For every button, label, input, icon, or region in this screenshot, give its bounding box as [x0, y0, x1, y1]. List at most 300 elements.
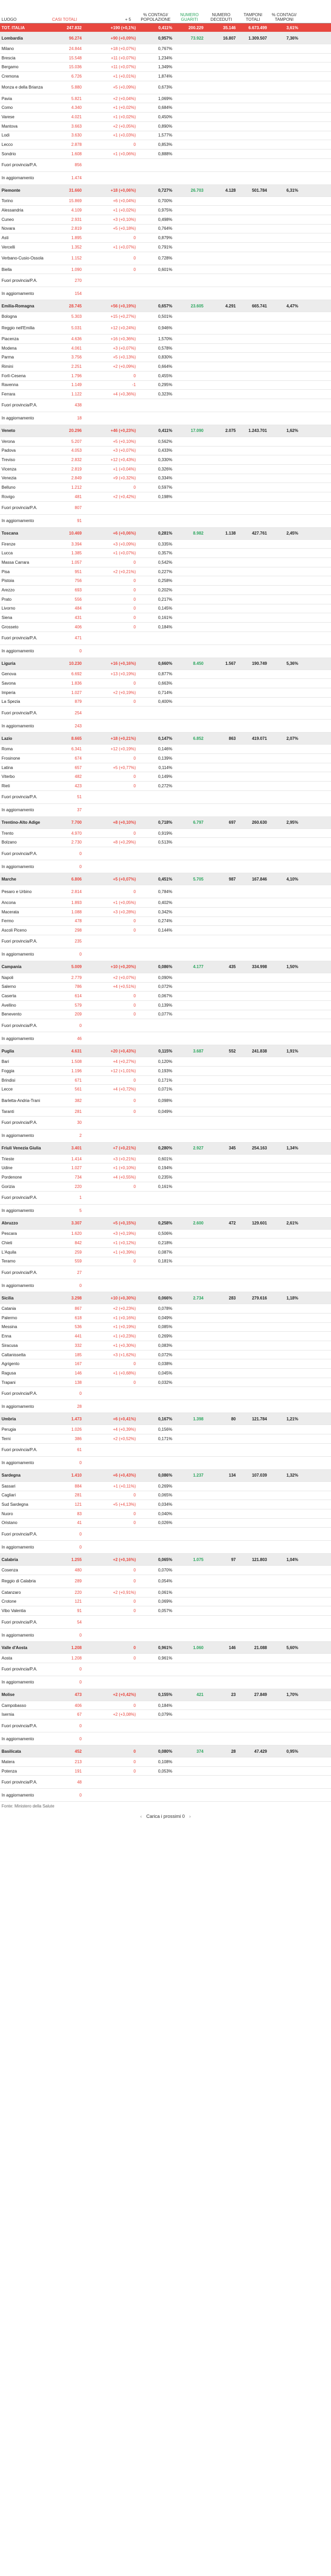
table-row[interactable]: [0, 1425, 331, 1434]
table-row[interactable]: [0, 838, 331, 847]
cell-tamponi: [237, 1075, 269, 1085]
table-row[interactable]: [0, 1229, 331, 1239]
table-row[interactable]: [0, 1710, 331, 1719]
table-row[interactable]: [0, 514, 331, 527]
cell-pct-tamponi: [269, 549, 300, 558]
table-row[interactable]: [0, 206, 331, 215]
table-row[interactable]: [0, 1387, 331, 1400]
region-row[interactable]: [0, 1745, 331, 1757]
cell-pct-tamponi: [269, 1369, 300, 1378]
cell-deceduti: 552: [205, 1045, 237, 1057]
table-row[interactable]: [0, 1588, 331, 1597]
table-row[interactable]: [0, 1107, 331, 1117]
table-row[interactable]: [0, 464, 331, 474]
table-row[interactable]: [0, 1597, 331, 1606]
table-row[interactable]: [0, 1541, 331, 1554]
table-row[interactable]: [0, 1663, 331, 1676]
table-row[interactable]: [0, 171, 331, 184]
cell-tamponi: [237, 1010, 269, 1019]
table-row[interactable]: [0, 1528, 331, 1541]
region-row[interactable]: [0, 1217, 331, 1229]
region-row[interactable]: [0, 300, 331, 312]
chevron-right-icon[interactable]: ›: [189, 1814, 191, 1819]
cell-delta: [83, 1204, 137, 1217]
table-row[interactable]: [0, 1606, 331, 1616]
cell-tamponi: [237, 215, 269, 224]
table-row[interactable]: [0, 1566, 331, 1575]
cell-guariti: [174, 492, 205, 502]
cell-deceduti: [205, 1566, 237, 1575]
table-row[interactable]: [0, 1094, 331, 1107]
table-row[interactable]: [0, 390, 331, 399]
cell-delta: +12 (+1,01%): [83, 1067, 137, 1076]
table-row[interactable]: [0, 790, 331, 803]
cell-pct-contagi: 0,506%: [137, 1229, 174, 1239]
table-row[interactable]: [0, 1019, 331, 1032]
table-row[interactable]: [0, 1247, 331, 1257]
cell-delta: 0: [83, 1597, 137, 1606]
cell-spacer: [300, 885, 331, 898]
table-row[interactable]: [0, 1129, 331, 1142]
table-row[interactable]: [0, 1509, 331, 1518]
header-pct-tamponi[interactable]: % CONTAGI/ TAMPONI: [269, 0, 300, 23]
table-row[interactable]: [0, 1629, 331, 1642]
cell-luogo: In aggiornamento: [0, 1676, 46, 1689]
table-row[interactable]: [0, 1332, 331, 1341]
table-row[interactable]: [0, 1789, 331, 1802]
table-row[interactable]: [0, 265, 331, 274]
cell-deceduti: [205, 1191, 237, 1204]
table-row[interactable]: [0, 437, 331, 446]
cell-deceduti: [205, 1400, 237, 1413]
cell-deceduti: 697: [205, 816, 237, 828]
table-row[interactable]: [0, 1191, 331, 1204]
table-row[interactable]: [0, 982, 331, 992]
table-row[interactable]: [0, 243, 331, 252]
table-row[interactable]: [0, 907, 331, 917]
cell-delta: +1 (+0,02%): [83, 206, 137, 215]
cell-spacer: [300, 1217, 331, 1229]
chevron-left-icon[interactable]: ‹: [140, 1814, 142, 1819]
cell-pct-contagi: 0,146%: [137, 745, 174, 754]
header-guariti[interactable]: NUMERO GUARITI: [174, 0, 205, 23]
table-row[interactable]: [0, 233, 331, 243]
table-row[interactable]: [0, 215, 331, 224]
cell-pct-tamponi: [269, 1204, 300, 1217]
table-row[interactable]: [0, 860, 331, 873]
cell-guariti: [174, 1247, 205, 1257]
table-row[interactable]: [0, 847, 331, 860]
cell-deceduti: [205, 576, 237, 586]
header-pct-contagi[interactable]: % CONTAGI/ POPOLAZIONE: [137, 0, 174, 23]
table-row[interactable]: [0, 697, 331, 707]
cell-luogo: Catanzaro: [0, 1588, 46, 1597]
table-row[interactable]: [0, 558, 331, 567]
table-row[interactable]: [0, 1057, 331, 1067]
table-row[interactable]: [0, 754, 331, 763]
cell-delta: +1 (+0,19%): [83, 1322, 137, 1332]
table-row[interactable]: [0, 113, 331, 122]
table-row[interactable]: [0, 1732, 331, 1745]
cell-spacer: [300, 549, 331, 558]
cell-spacer: [300, 312, 331, 321]
cell-pct-contagi: [137, 707, 174, 720]
cell-deceduti: 23: [205, 1689, 237, 1701]
cell-casi-totali: 2.814: [46, 885, 83, 898]
header-casi-totali[interactable]: CASI TOTALI: [46, 0, 83, 23]
cell-spacer: [300, 437, 331, 446]
cell-pct-contagi: 0,149%: [137, 772, 174, 782]
region-row[interactable]: [0, 527, 331, 539]
cell-pct-contagi: 0,342%: [137, 907, 174, 917]
table-row[interactable]: [0, 1400, 331, 1413]
table-row[interactable]: [0, 926, 331, 935]
region-row[interactable]: [0, 1142, 331, 1154]
cell-pct-tamponi: [269, 1057, 300, 1067]
cell-pct-contagi: [137, 1266, 174, 1279]
cell-guariti: [174, 973, 205, 982]
table-row[interactable]: [0, 1204, 331, 1217]
table-row[interactable]: [0, 380, 331, 390]
cell-guariti: 73.922: [174, 32, 205, 44]
cell-pct-tamponi: 1,70%: [269, 1689, 300, 1701]
cell-spacer: [300, 576, 331, 586]
region-row[interactable]: [0, 1045, 331, 1057]
cell-pct-contagi: 0,411%: [137, 425, 174, 437]
table-row[interactable]: [0, 595, 331, 604]
table-row[interactable]: [0, 1163, 331, 1173]
cell-pct-contagi: 1,577%: [137, 131, 174, 140]
cell-pct-tamponi: [269, 321, 300, 335]
table-row[interactable]: [0, 252, 331, 265]
cell-spacer: [300, 215, 331, 224]
table-row[interactable]: [0, 274, 331, 287]
cell-tamponi: [237, 1400, 269, 1413]
table-row[interactable]: [0, 935, 331, 948]
table-row[interactable]: [0, 149, 331, 158]
table-row[interactable]: [0, 549, 331, 558]
cell-delta: +6 (+0,04%): [83, 196, 137, 206]
cell-deceduti: [205, 1313, 237, 1322]
cell-pct-contagi: 0,078%: [137, 1304, 174, 1314]
region-row[interactable]: [0, 425, 331, 437]
cell-tamponi: [237, 1057, 269, 1067]
table-row[interactable]: [0, 604, 331, 613]
table-row[interactable]: [0, 948, 331, 961]
cell-pct-tamponi: [269, 982, 300, 992]
cell-spacer: [300, 514, 331, 527]
table-row[interactable]: [0, 1369, 331, 1378]
region-row[interactable]: [0, 961, 331, 973]
cell-luogo: Verbano-Cusio-Ossola: [0, 252, 46, 265]
table-row[interactable]: [0, 335, 331, 344]
table-row[interactable]: [0, 1434, 331, 1444]
table-row[interactable]: [0, 1378, 331, 1387]
cell-pct-tamponi: [269, 1341, 300, 1351]
table-row[interactable]: [0, 645, 331, 658]
cell-guariti: [174, 1629, 205, 1642]
table-row[interactable]: [0, 1341, 331, 1351]
table-row[interactable]: [0, 63, 331, 72]
cell-delta: +20 (+0,43%): [83, 1045, 137, 1057]
cell-guariti: [174, 860, 205, 873]
table-row[interactable]: [0, 586, 331, 595]
table-row[interactable]: [0, 353, 331, 362]
table-row[interactable]: [0, 362, 331, 371]
table-row[interactable]: [0, 399, 331, 412]
cell-luogo: Cremona: [0, 72, 46, 81]
table-row[interactable]: [0, 1304, 331, 1314]
table-row[interactable]: [0, 412, 331, 425]
table-row[interactable]: [0, 622, 331, 631]
table-row[interactable]: [0, 1456, 331, 1469]
table-row[interactable]: [0, 631, 331, 645]
cell-deceduti: [205, 121, 237, 131]
cell-tamponi: [237, 1757, 269, 1767]
table-row[interactable]: [0, 1616, 331, 1629]
cell-guariti: [174, 380, 205, 390]
table-row[interactable]: [0, 1239, 331, 1248]
cell-pct-contagi: [137, 1443, 174, 1456]
table-row[interactable]: [0, 679, 331, 688]
total-row[interactable]: [0, 23, 331, 32]
table-row[interactable]: [0, 803, 331, 816]
cell-deceduti: [205, 1654, 237, 1663]
cell-deceduti: [205, 1163, 237, 1173]
table-row[interactable]: [0, 1067, 331, 1076]
table-row[interactable]: [0, 321, 331, 335]
table-row[interactable]: [0, 1719, 331, 1732]
table-row[interactable]: [0, 103, 331, 113]
cell-casi-totali: 480: [46, 1566, 83, 1575]
cell-guariti: [174, 501, 205, 514]
header-tamponi[interactable]: TAMPONI TOTALI: [237, 0, 269, 23]
cell-guariti: [174, 335, 205, 344]
cell-pct-tamponi: [269, 233, 300, 243]
table-row[interactable]: [0, 1350, 331, 1359]
cell-delta: 0: [83, 1491, 137, 1500]
table-row[interactable]: [0, 1010, 331, 1019]
cell-luogo: Pavia: [0, 94, 46, 103]
table-row[interactable]: [0, 94, 331, 103]
table-row[interactable]: [0, 707, 331, 720]
table-row[interactable]: [0, 1676, 331, 1689]
table-row[interactable]: [0, 1500, 331, 1509]
table-row[interactable]: [0, 1279, 331, 1292]
table-row[interactable]: [0, 1491, 331, 1500]
region-row[interactable]: [0, 1469, 331, 1481]
table-row[interactable]: [0, 483, 331, 492]
table-row[interactable]: [0, 44, 331, 54]
table-row[interactable]: [0, 1359, 331, 1369]
cell-pct-contagi: 0,198%: [137, 492, 174, 502]
region-row[interactable]: [0, 873, 331, 885]
cell-guariti: [174, 44, 205, 54]
cell-delta: +3 (+0,09%): [83, 539, 137, 549]
table-row[interactable]: [0, 53, 331, 63]
table-row[interactable]: [0, 567, 331, 576]
cell-casi-totali: 0: [46, 1732, 83, 1745]
table-row[interactable]: [0, 1443, 331, 1456]
cell-pct-tamponi: 1,34%: [269, 1142, 300, 1154]
table-row[interactable]: [0, 992, 331, 1001]
table-row[interactable]: [0, 688, 331, 697]
table-row[interactable]: [0, 1266, 331, 1279]
cell-pct-tamponi: [269, 206, 300, 215]
table-row[interactable]: [0, 1701, 331, 1710]
cell-guariti: [174, 1182, 205, 1191]
cell-guariti: 8.450: [174, 658, 205, 670]
cell-spacer: [300, 961, 331, 973]
table-row[interactable]: [0, 898, 331, 908]
cell-delta: [83, 1776, 137, 1789]
cell-spacer: [300, 184, 331, 196]
cell-casi-totali: 28: [46, 1400, 83, 1413]
region-row[interactable]: [0, 1554, 331, 1566]
table-row[interactable]: [0, 782, 331, 791]
table-row[interactable]: [0, 158, 331, 171]
table-row[interactable]: [0, 474, 331, 483]
table-row[interactable]: [0, 446, 331, 455]
cell-pct-contagi: 0,218%: [137, 1239, 174, 1248]
table-row[interactable]: [0, 501, 331, 514]
table-row[interactable]: [0, 312, 331, 321]
cell-spacer: [300, 113, 331, 122]
cell-luogo: In aggiornamento: [0, 1789, 46, 1802]
table-row[interactable]: [0, 492, 331, 502]
cell-casi-totali: 28.745: [46, 300, 83, 312]
table-row[interactable]: [0, 287, 331, 300]
table-row[interactable]: [0, 1075, 331, 1085]
table-row[interactable]: [0, 1313, 331, 1322]
cell-deceduti: [205, 171, 237, 184]
table-row[interactable]: [0, 1757, 331, 1767]
cell-tamponi: [237, 94, 269, 103]
cell-casi-totali: 2.931: [46, 215, 83, 224]
cell-guariti: 26.703: [174, 184, 205, 196]
cell-guariti: [174, 1518, 205, 1528]
cell-deceduti: [205, 1701, 237, 1710]
table-row[interactable]: [0, 455, 331, 465]
cell-pct-contagi: 0,139%: [137, 754, 174, 763]
table-row[interactable]: [0, 1173, 331, 1182]
cell-deceduti: [205, 243, 237, 252]
table-row[interactable]: [0, 371, 331, 380]
table-row[interactable]: [0, 196, 331, 206]
table-row[interactable]: [0, 885, 331, 898]
region-row[interactable]: [0, 658, 331, 670]
cell-pct-contagi: 0,072%: [137, 982, 174, 992]
table-row[interactable]: [0, 1481, 331, 1491]
table-row[interactable]: [0, 131, 331, 140]
cell-tamponi: [237, 1257, 269, 1266]
region-row[interactable]: [0, 1413, 331, 1425]
cell-pct-contagi: [137, 1528, 174, 1541]
cell-deceduti: [205, 446, 237, 455]
cell-guariti: [174, 1266, 205, 1279]
table-row[interactable]: [0, 1154, 331, 1163]
table-row[interactable]: [0, 917, 331, 926]
table-row[interactable]: [0, 140, 331, 150]
table-row[interactable]: [0, 1085, 331, 1094]
header-deceduti[interactable]: NUMERO DECEDUTI: [205, 0, 237, 23]
pager[interactable]: [0, 1811, 331, 1822]
cell-spacer: [300, 1359, 331, 1369]
cell-spacer: [300, 670, 331, 679]
cell-spacer: [300, 1191, 331, 1204]
table-row[interactable]: [0, 763, 331, 772]
table-row[interactable]: [0, 745, 331, 754]
region-row[interactable]: [0, 1689, 331, 1701]
cell-pct-tamponi: 1,50%: [269, 961, 300, 973]
cell-deceduti: [205, 380, 237, 390]
cell-pct-contagi: 0,034%: [137, 1500, 174, 1509]
cell-tamponi: 27.849: [237, 1689, 269, 1701]
table-row[interactable]: [0, 1776, 331, 1789]
table-row[interactable]: [0, 1766, 331, 1776]
cell-guariti: [174, 390, 205, 399]
table-row[interactable]: [0, 343, 331, 353]
table-row[interactable]: [0, 121, 331, 131]
table-row[interactable]: [0, 1518, 331, 1528]
region-row[interactable]: [0, 816, 331, 828]
cell-casi-totali: 31.660: [46, 184, 83, 196]
cell-luogo: Piemonte: [0, 184, 46, 196]
table-row[interactable]: [0, 539, 331, 549]
table-row[interactable]: [0, 1322, 331, 1332]
table-row[interactable]: [0, 772, 331, 782]
table-row[interactable]: [0, 1032, 331, 1045]
region-row[interactable]: [0, 184, 331, 196]
cell-pct-tamponi: [269, 464, 300, 474]
table-row[interactable]: [0, 576, 331, 586]
table-row[interactable]: [0, 1116, 331, 1129]
cell-delta: [83, 287, 137, 300]
region-row[interactable]: [0, 1642, 331, 1654]
table-row[interactable]: [0, 670, 331, 679]
table-row[interactable]: [0, 828, 331, 838]
table-row[interactable]: [0, 81, 331, 94]
header-delta[interactable]: + 5: [119, 0, 137, 23]
table-row[interactable]: [0, 1575, 331, 1588]
table-row[interactable]: [0, 224, 331, 233]
table-row[interactable]: [0, 1257, 331, 1266]
table-row[interactable]: [0, 1654, 331, 1663]
table-row[interactable]: [0, 613, 331, 623]
cell-luogo: Padova: [0, 446, 46, 455]
cell-deceduti: [205, 645, 237, 658]
cell-spacer: [300, 1575, 331, 1588]
table-row[interactable]: [0, 1182, 331, 1191]
region-row[interactable]: [0, 32, 331, 44]
table-row[interactable]: [0, 72, 331, 81]
cell-tamponi: [237, 1350, 269, 1359]
header-luogo[interactable]: LUOGO: [0, 0, 46, 23]
region-row[interactable]: [0, 733, 331, 745]
cell-spacer: [300, 371, 331, 380]
cell-guariti: [174, 595, 205, 604]
region-row[interactable]: [0, 1292, 331, 1304]
cell-delta: +8 (+0,10%): [83, 816, 137, 828]
cell-pct-contagi: 0,098%: [137, 1094, 174, 1107]
cell-delta: [83, 1387, 137, 1400]
cell-tamponi: [237, 1129, 269, 1142]
table-row[interactable]: [0, 720, 331, 733]
table-row[interactable]: [0, 973, 331, 982]
table-row[interactable]: [0, 1000, 331, 1010]
cell-delta: 0: [83, 782, 137, 791]
cell-tamponi: [237, 252, 269, 265]
